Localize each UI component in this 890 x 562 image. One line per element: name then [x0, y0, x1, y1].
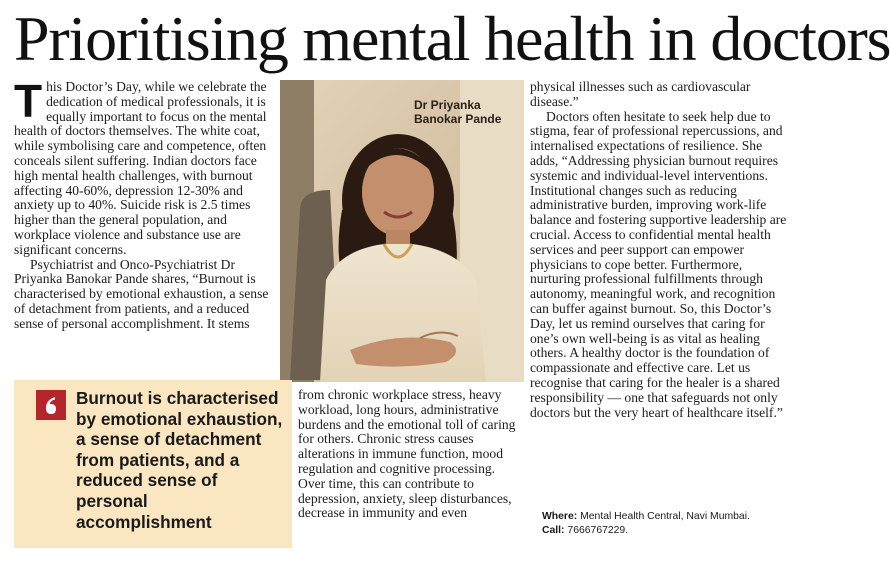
- quote-mark-icon: [36, 390, 66, 420]
- paragraph-1-text: his Doctor’s Day, while we celebrate the dedication of medical professionals, it is equally important to focus on the mental health of doctors themselves. The white coat, while symbolising care and competence, often conceals silent suffering. Indian doctors face high mental health challenges, with burnout affecting 40-60%, depression 12-30% and anxiety up to 40%. Suicide risk is 2.5 times higher than the general population, and workplace violence and substance use are significant concerns.: [14, 79, 267, 257]
- contact-call: [542, 524, 788, 538]
- paragraph-4: physical illnesses such as cardiovascular disease.”: [530, 79, 751, 109]
- paragraph-5: Doctors often hesitate to seek help due to stigma, fear of professional repercussions, and internalised expectations of resilience. She adds, “Addressing physician burnout requires systemic and individual-level interventions. Institutional changes such as reducing administrative burden, improving work-life balance and fostering supportive leadership are crucial. Access to confidential mental health services and peer support can empower physicians to cope better. Furthermore, nurturing professional fulfillments through autonomy, meaningful work, and recognition can buffer against burnout. So, this Doctor’s Day, let us remind ourselves that caring for one’s own well-being is as vital as healing others. A healthy doctor is the foundation of compassionate and effective care. Let us recognise that caring for the healer is a shared responsibility — one that safeguards not only doctors but the very heart of healthcare itself.”: [530, 108, 787, 420]
- call-value: 7666767229.: [567, 525, 629, 536]
- paragraph-3: from chronic workplace stress, heavy workload, long hours, administrative burdens and the emotional toll of caring for others. Chronic stress causes alterations in immune function, mood regulation and cognitive processing. Over time, this can contribute to depression, anxiety, sleep disturbances, decrease in immunity and even: [298, 387, 516, 521]
- pull-quote-text: Burnout is characterised by emotional exhaustion, a sense of detachment from patients, and a reduced sense of personal accomplishment: [76, 388, 283, 532]
- pull-quote-box: [14, 380, 292, 548]
- contact-info: [542, 510, 788, 538]
- where-value: Mental Health Central, Navi Mumbai.: [580, 511, 750, 522]
- doctor-photo: [280, 80, 524, 382]
- call-label: Call:: [542, 525, 565, 536]
- paragraph-1: [14, 75, 276, 258]
- photo-caption: Dr Priyanka Banokar Pande: [414, 98, 502, 126]
- drop-cap: T: [14, 75, 43, 127]
- paragraph-2: Psychiatrist and Onco-Psychiatrist Dr Priyanka Banokar Pande shares, “Burnout is characterised by emotional exhaustion, a sense of detachment from patients, and a reduced sense of personal accomplishment. It stems: [14, 256, 269, 331]
- where-label: Where:: [542, 511, 578, 522]
- article-column-1: [14, 75, 276, 332]
- headline: Prioritising mental health in doctors: [14, 3, 890, 74]
- article-column-2: [298, 388, 524, 521]
- contact-where: [542, 510, 788, 524]
- article-column-3: [530, 80, 788, 420]
